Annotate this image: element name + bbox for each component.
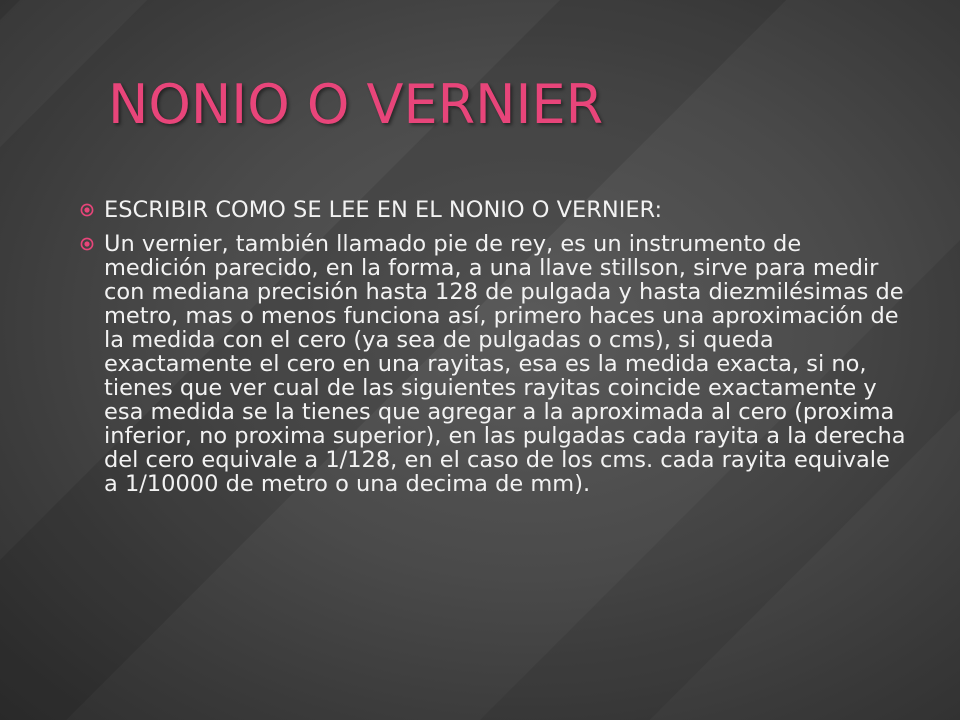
slide-title: NONIO O VERNIER: [108, 73, 604, 136]
bullet-text: Un vernier, también llamado pie de rey, es un instrumento de medición parecido, en la forma, a una llave stillson, sirve para medir con mediana precisión hasta 128 de pulgada y hasta diezmilésimas de metro, mas o menos funciona así, primero haces una aproximación de la medida con el cero (ya sea de pulgadas o cms), si queda exactamente el cero en una rayitas, esa es la medida exacta, si no, tienes que ver cual de las siguientes rayitas coincide exactamente y esa medida se la tienes que agregar a la aproximada al cero (proxima inferior, no proxima superior), en las pulgadas cada rayita a la derecha del cero equivale a 1/128, en el caso de los cms. cada rayita equivale a 1/10000 de metro o una decima de mm).: [104, 231, 906, 497]
bullet-item: [80, 232, 910, 496]
circle-bullet-icon: [80, 237, 94, 251]
bullet-item: [80, 198, 910, 222]
bullet-list: [80, 198, 910, 506]
bullet-text: ESCRIBIR COMO SE LEE EN EL NONIO O VERNIER:: [104, 197, 663, 223]
circle-bullet-icon: [80, 203, 94, 217]
